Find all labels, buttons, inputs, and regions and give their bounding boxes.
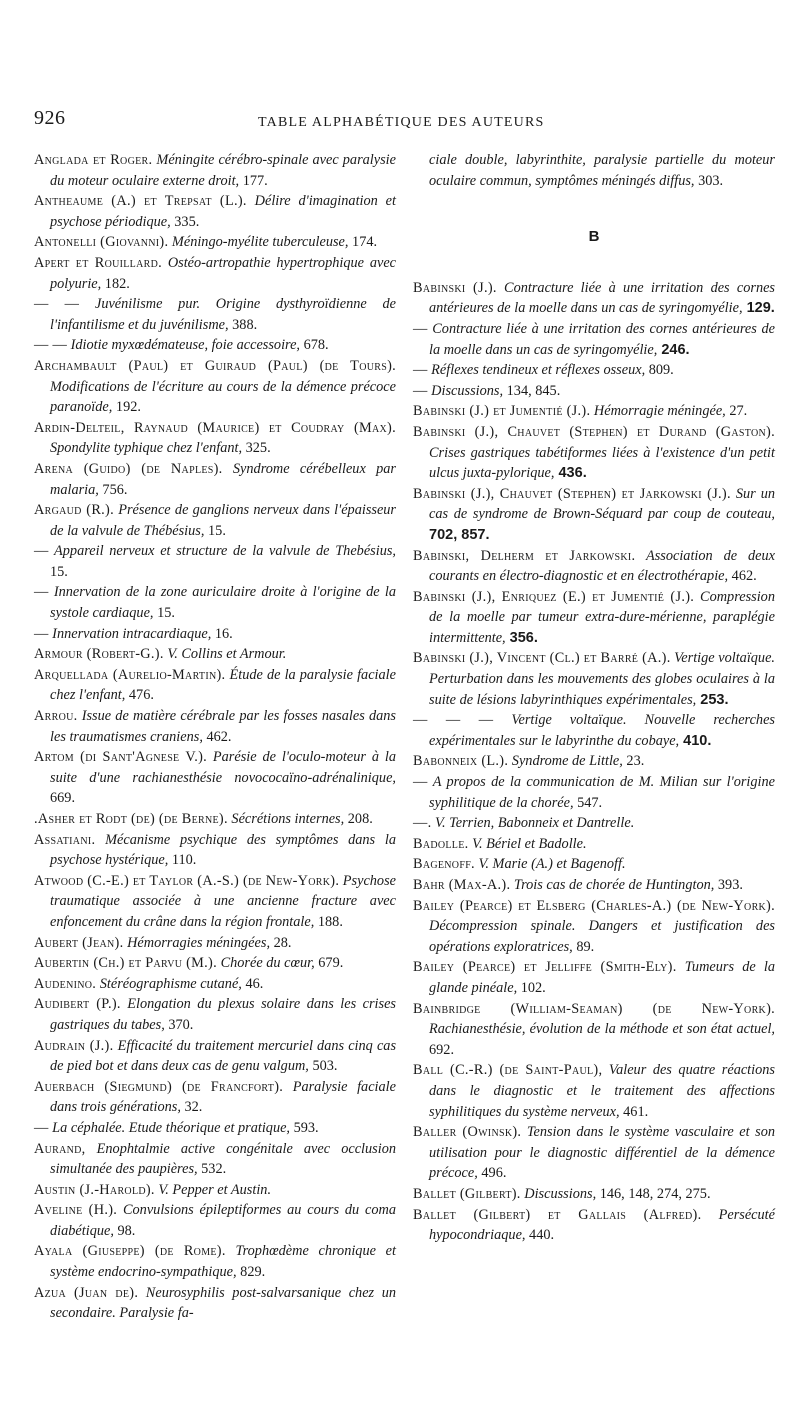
entry-author: Archambault (Paul) et Guiraud (Paul) (de Tours).: [34, 357, 396, 374]
index-entry: [34, 747, 396, 809]
entry-pages: 32.: [180, 1099, 203, 1116]
entry-title: Étude de la paralysie faciale chez l'enfant,: [50, 666, 396, 704]
index-entry: [413, 401, 775, 422]
index-entry: [34, 706, 396, 747]
entry-pages: 335.: [170, 213, 200, 230]
entry-pages: 303.: [694, 172, 724, 189]
entry-title: Syndrome de Little,: [508, 753, 623, 770]
entry-title: Vertige voltaïque. Perturbation dans les mouvements des globes oculaires à la suite de lésions labyrinthiques expérimentales,: [429, 650, 776, 708]
index-entry: [34, 335, 396, 356]
left-column: [34, 150, 396, 1324]
entry-pages: 692.: [429, 1041, 455, 1058]
entry-author: Bahr (Max-A.).: [413, 877, 511, 893]
entry-pages: 678.: [300, 337, 329, 354]
entry-title: Tumeurs de la glande pinéale,: [429, 959, 775, 996]
entry-author: Azua (Juan de).: [34, 1284, 139, 1301]
index-entry: [34, 232, 396, 253]
entry-title: Décompression spinale. Dangers et justification des opérations exploratrices,: [429, 918, 775, 955]
index-entry: [413, 546, 775, 587]
entry-title: Idiotie myxœdémateuse, foie accessoire,: [67, 337, 300, 354]
index-entry: [413, 319, 775, 360]
entry-title: Sur un cas de syndrome de Brown-Séquard par coup de couteau,: [429, 485, 775, 523]
index-entry: [34, 830, 396, 871]
entry-title: Stéréographisme cutané,: [96, 975, 242, 992]
entry-pages: 134, 845.: [503, 382, 561, 399]
index-entry: [34, 1077, 396, 1118]
entry-author: —: [34, 625, 49, 642]
entry-author: Assatiani.: [34, 831, 96, 848]
index-entry: [413, 1122, 775, 1184]
entry-author: Babinski (J.), Chauvet (Stephen) et Durand (Gaston).: [413, 423, 775, 440]
entry-author: —: [413, 774, 428, 791]
index-entry: [413, 381, 775, 402]
entry-pages: 756.: [98, 481, 128, 498]
entry-title: Discussions,: [427, 382, 504, 399]
entry-author: Aurand,: [34, 1140, 86, 1157]
entry-title: Enophtalmie active congénitale avec occlusion simultanée des paupières,: [50, 1140, 396, 1178]
entry-pages: 325.: [242, 440, 271, 457]
entry-pages: 110.: [168, 852, 197, 869]
entry-pages: 462.: [728, 568, 757, 585]
entry-author: — —: [34, 296, 80, 313]
entry-pages: 46.: [241, 975, 264, 992]
entry-pages: 177.: [239, 172, 268, 189]
index-entry: [413, 710, 775, 751]
entry-pages: 23.: [622, 753, 645, 770]
entry-author: Apert et Rouillard.: [34, 254, 162, 271]
entry-author: —: [413, 382, 428, 399]
entry-author: Audrain (J.).: [34, 1037, 114, 1054]
entry-author: —: [413, 320, 428, 337]
index-entry: [413, 875, 775, 896]
entry-title: V. Bériel et Badolle.: [468, 835, 587, 852]
index-entry: [34, 665, 396, 706]
entry-pages: 462.: [202, 728, 232, 745]
entry-author: Ballet (Gilbert).: [413, 1185, 521, 1202]
entry-pages: 436.: [554, 465, 587, 482]
index-entry: [413, 834, 775, 855]
entry-title: Issue de matière cérébrale par les fosses nasales dans les traumatismes craniens,: [50, 708, 396, 745]
entry-author: Armour (Robert-G.).: [34, 646, 164, 663]
entry-pages: 440.: [525, 1227, 555, 1244]
right-column: [413, 150, 775, 1246]
index-entry: [34, 356, 396, 418]
entry-author: —: [34, 584, 49, 601]
entry-title: Tension dans le système vasculaire et son utilisation pour le diagnostic différentiel de la démence précoce,: [429, 1124, 775, 1182]
entry-author: Bagenoff.: [413, 856, 475, 873]
entry-pages: 253.: [696, 691, 729, 708]
entry-title: Contracture liée à une irritation des cornes antérieures de la moelle dans un cas de syringomyélie,: [429, 279, 775, 317]
entry-pages: 388.: [228, 316, 258, 333]
entry-title: Syndrome cérébelleux par malaria,: [50, 460, 396, 498]
entry-pages: 547.: [573, 794, 603, 811]
index-entry: [34, 541, 396, 582]
index-entry: [34, 582, 396, 623]
entry-title: Innervation de la zone auriculaire droite à l'origine de la systole cardiaque,: [48, 584, 396, 622]
entry-title: Rachianesthésie, évolution de la méthode et son état actuel,: [429, 1021, 775, 1038]
entry-title: Parésie de l'oculo-moteur à la suite d'une rachianesthésie novococaïno-adrénalinique,: [50, 749, 397, 786]
entry-title: Chorée du cœur,: [217, 955, 315, 972]
entry-title: Innervation intracardiaque,: [48, 625, 212, 642]
index-entry: [413, 751, 775, 772]
entry-author: Antheaume (A.) et Trepsat (L.).: [34, 193, 247, 210]
entry-pages: 702, 857.: [429, 526, 490, 543]
entry-title: Délire d'imagination et psychose périodique,: [50, 193, 396, 230]
entry-author: Arena (Guido) (de Naples).: [34, 460, 223, 477]
entry-title: Crises gastriques tabétiformes liées à l'existence d'un petit ulcus juxta-pylorique,: [429, 444, 775, 482]
entry-author: Baller (Owinsk).: [413, 1124, 522, 1141]
entry-title: V. Pepper et Austin.: [154, 1181, 272, 1198]
index-entry: [34, 809, 396, 830]
entry-pages: 174.: [348, 234, 378, 251]
entry-title: Paralysie faciale dans trois générations,: [50, 1078, 396, 1116]
index-entry: [413, 1205, 775, 1246]
entry-title: Convulsions épileptiformes au cours du coma diabétique,: [50, 1202, 396, 1239]
entry-title: Ostéo-artropathie hypertrophique avec polyurie,: [50, 254, 397, 292]
entry-title: Compression de la moelle par tumeur extra-dure-mérienne, paraplégie intermittente,: [429, 588, 775, 646]
entry-author: Arrou.: [34, 708, 78, 725]
entry-pages: 146, 148, 274, 275.: [596, 1185, 711, 1202]
entry-author: —: [34, 543, 49, 560]
entry-author: Arquellada (Aurelio-Martin).: [34, 666, 226, 683]
index-entry: [34, 1241, 396, 1282]
entry-title: Hémorragie méningée,: [590, 403, 726, 420]
index-entry: [34, 1180, 396, 1201]
entry-pages: 15.: [153, 605, 175, 622]
entry-author: — — —: [413, 712, 494, 729]
entry-pages: 393.: [714, 877, 743, 893]
section-letter: B: [588, 228, 600, 246]
entry-title: Trophœdème chronique et système endocrino-sympathique,: [50, 1243, 396, 1281]
entry-author: .Asher et Rodt (de) (de Berne).: [34, 811, 228, 827]
entry-author: Ayala (Giuseppe) (de Rome).: [34, 1243, 226, 1260]
index-entry: [34, 933, 396, 954]
index-entry: [413, 278, 775, 319]
entry-pages: 15.: [50, 563, 68, 580]
entry-author: Badolle.: [413, 835, 469, 852]
entry-title: Appareil nerveux et structure de la valvule de Thebésius,: [48, 543, 396, 560]
entry-title: Juvénilisme pur. Origine dysthyroïdienne de l'infantilisme et du juvénilisme,: [50, 296, 396, 333]
entry-pages: 28.: [270, 934, 292, 951]
entry-author: Babinski (J.), Vincent (Cl.) et Barré (A.).: [413, 650, 671, 667]
entry-author: Artom (di Sant'Agnese V.).: [34, 749, 208, 766]
entry-author: Ardin-Delteil, Raynaud (Maurice) et Coudray (Max).: [34, 419, 396, 436]
entry-title: Vertige voltaïque. Nouvelle recherches expérimentales sur le labyrinthe du cobaye,: [429, 712, 775, 749]
continuation-entry: [413, 150, 775, 191]
entry-pages: 16.: [211, 625, 233, 642]
entry-author: Bailey (Pearce) et Elsberg (Charles-A.) (de New-York).: [413, 897, 775, 914]
index-entry: [413, 854, 775, 875]
entry-author: Babinski (J.).: [413, 279, 497, 296]
index-entry: [413, 1184, 775, 1205]
entry-title: Persécuté hypocondriaque,: [429, 1206, 775, 1244]
entry-author: —: [34, 1119, 49, 1136]
index-entry: [413, 648, 775, 710]
entry-title: La céphalée. Etude théorique et pratique,: [48, 1119, 291, 1136]
entry-author: Ball (C.-R.) (de Saint-Paul),: [413, 1062, 603, 1079]
entry-author: Antonelli (Giovanni).: [34, 234, 169, 251]
index-entry: [34, 1200, 396, 1241]
entry-pages: 356.: [505, 629, 538, 646]
index-entry: [34, 418, 396, 459]
entry-pages: 370.: [164, 1016, 194, 1033]
index-entry: [34, 1036, 396, 1077]
index-entry: [34, 150, 396, 191]
entry-author: Aubert (Jean).: [34, 934, 124, 951]
entry-title: Efficacité du traitement mercuriel dans cinq cas de pied bot et dans deux cas de genu valgum,: [50, 1037, 397, 1075]
entry-title: Mécanisme psychique des symptômes dans la psychose hystérique,: [50, 831, 396, 869]
entry-title: Méningite cérébro-spinale avec paralysie du moteur oculaire externe droit,: [50, 152, 396, 189]
entry-title: Méningo-myélite tuberculeuse,: [168, 234, 349, 251]
index-entry: [34, 191, 396, 232]
entry-author: Atwood (C.-E.) et Taylor (A.-S.) (de New-York).: [34, 872, 340, 889]
index-entry: [413, 957, 775, 998]
entry-author: Argaud (R.).: [34, 502, 114, 519]
entry-author: Audenino.: [34, 975, 97, 992]
index-entry: [34, 500, 396, 541]
page-number: 926: [34, 107, 66, 129]
index-entry: [34, 624, 396, 645]
entry-title: Hémorragies méningées,: [123, 934, 271, 951]
index-entry: [34, 1139, 396, 1180]
entry-author: Babinski, Delherm et Jarkowski.: [413, 547, 636, 564]
entry-author: Babinski (J.), Enriquez (E.) et Jumentié (J.).: [413, 588, 695, 605]
index-entry: [34, 953, 396, 974]
entry-pages: 679.: [314, 955, 344, 972]
index-entry: [34, 253, 396, 294]
entry-pages: 496.: [477, 1165, 507, 1182]
entry-title: V. Collins et Armour.: [163, 646, 287, 663]
entry-author: — —: [34, 337, 68, 354]
entry-author: Aveline (H.).: [34, 1202, 118, 1219]
entry-title: Contracture liée à une irritation des cornes antérieures de la moelle dans un cas de syringomyélie,: [427, 320, 775, 358]
entry-title: A propos de la communication de M. Milian sur l'origine syphilitique de la chorée,: [427, 774, 775, 811]
entry-pages: 669.: [50, 790, 76, 807]
index-entry: [34, 459, 396, 500]
entry-title: Sécrétions internes,: [227, 811, 345, 827]
entry-pages: 246.: [657, 341, 690, 358]
entry-pages: 188.: [314, 913, 343, 930]
index-entry: [34, 994, 396, 1035]
entry-pages: 192.: [112, 399, 141, 416]
entry-title: Réflexes tendineux et réflexes osseux,: [427, 362, 646, 379]
entry-pages: 129.: [742, 300, 775, 317]
entry-author: Bailey (Pearce) et Jelliffe (Smith-Ely).: [413, 959, 677, 976]
entry-pages: 829.: [236, 1264, 266, 1281]
entry-pages: 208.: [344, 811, 373, 827]
index-entry: [34, 1118, 396, 1139]
entry-title: Discussions,: [520, 1185, 597, 1202]
entry-author: Aubertin (Ch.) et Parvu (M.).: [34, 955, 217, 972]
entry-pages: 532.: [197, 1161, 227, 1178]
entry-pages: 15.: [204, 522, 226, 539]
index-entry: [413, 422, 775, 484]
entry-pages: 476.: [125, 687, 154, 704]
entry-author: Babinski (J.), Chauvet (Stephen) et Jarkowski (J.).: [413, 485, 731, 502]
entry-author: Audibert (P.).: [34, 996, 121, 1013]
entry-title: V. Terrien, Babonneix et Dantrelle.: [431, 815, 635, 832]
entry-pages: 27.: [725, 403, 748, 420]
entry-title: Psychose traumatique associée à une ancienne fracture avec enfoncement du crâne dans la région frontale,: [50, 872, 396, 930]
entry-title: Spondylite typhique chez l'enfant,: [50, 440, 243, 457]
entry-author: —: [413, 362, 428, 379]
index-entry: [413, 813, 775, 834]
index-entry: [413, 484, 775, 546]
entry-pages: 593.: [290, 1119, 319, 1136]
running-title: TABLE ALPHABÉTIQUE DES AUTEURS: [258, 115, 545, 130]
entry-author: Bainbridge (William-Seaman) (de New-York).: [413, 1000, 775, 1017]
entry-title: Présence de ganglions nerveux dans l'épaisseur de la valvule de Thébésius,: [50, 502, 396, 539]
index-entry: [34, 644, 396, 665]
entry-pages: 102.: [517, 979, 546, 996]
index-entry: [34, 1283, 396, 1324]
entry-title: Modifications de l'écriture au cours de la démence précoce paranoïde,: [50, 378, 396, 416]
entry-author: Ballet (Gilbert) et Gallais (Alfred).: [413, 1206, 702, 1223]
index-entry: [413, 999, 775, 1061]
entry-author: —.: [413, 815, 432, 832]
entry-title: V. Marie (A.) et Bagenoff.: [474, 856, 626, 873]
index-entry: [34, 294, 396, 335]
entry-pages: 461.: [619, 1103, 649, 1120]
entry-pages: 89.: [572, 938, 595, 955]
index-entry: [413, 1060, 775, 1122]
index-entry: [413, 360, 775, 381]
entry-title: ciale double, labyrinthite, paralysie partielle du moteur oculaire commun, symptômes méningés diffus,: [429, 152, 775, 189]
entry-author: Auerbach (Siegmund) (de Francfort).: [34, 1078, 284, 1095]
index-entry: [413, 772, 775, 813]
entry-title: Trois cas de chorée de Huntington,: [510, 877, 715, 893]
entry-pages: 182.: [101, 275, 130, 292]
index-entry: [34, 871, 396, 933]
entry-pages: 98.: [113, 1222, 136, 1239]
index-entry: [34, 974, 396, 995]
entry-title: Valeur des quatre réactions dans le diagnostic et le traitement des affections syphilitiques du système nerveux,: [429, 1062, 775, 1120]
entry-author: Anglada et Roger.: [34, 152, 153, 168]
entry-title: Elongation du plexus solaire dans les crises gastriques du tabes,: [50, 996, 396, 1033]
entry-pages: 809.: [645, 362, 674, 379]
index-entry: [413, 587, 775, 649]
entry-title: Neurosyphilis post-salvarsanique chez un secondaire. Paralysie fa-: [50, 1284, 396, 1322]
entry-pages: 410.: [679, 732, 712, 749]
index-entry: [413, 896, 775, 958]
entry-author: Austin (J.-Harold).: [34, 1181, 155, 1198]
entry-author: Babonneix (L.).: [413, 753, 509, 770]
entry-author: Babinski (J.) et Jumentié (J.).: [413, 403, 591, 420]
entry-pages: 503.: [308, 1058, 338, 1075]
entry-title: Association de deux courants en électro-diagnostic et en électrothérapie,: [429, 547, 775, 585]
